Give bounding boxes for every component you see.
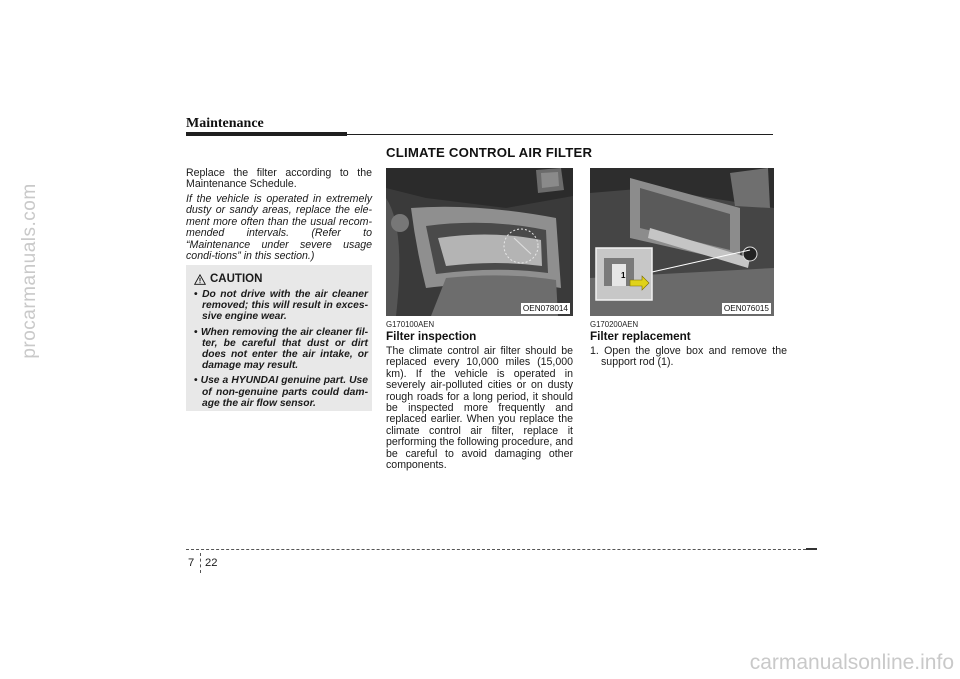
- intro-paragraph: Replace the filter according to the Maintenance Schedule.: [186, 167, 372, 191]
- chapter-number: 7: [188, 557, 195, 569]
- photo-glove-box-dashboard: [386, 168, 573, 316]
- page-number: 22: [205, 557, 218, 569]
- footer-rule: [186, 549, 806, 550]
- inspection-heading: Filter inspection: [386, 330, 477, 343]
- inspection-body: The climate control air filter should be replaced every 10,000 miles (15,000 km). If the vehicle is operated in severely air-polluted cities or on dusty rough roads for a long period, it should be inspected more frequently and replaced earlier. When you replace the climate control air filter, replace it performing the following procedure, and be careful to avoid damaging other components.: [386, 345, 573, 472]
- footer-rule-end: [806, 548, 817, 550]
- header-rule-thick: [186, 132, 347, 136]
- page-number-separator: [200, 553, 201, 573]
- photo-label: OEN076015: [723, 304, 769, 313]
- caution-list: [190, 289, 368, 413]
- inspection-code: G170100AEN: [386, 320, 435, 329]
- replacement-heading: Filter replacement: [590, 330, 691, 343]
- watermark-carmanualsonline: carmanualsonline.info: [749, 651, 954, 674]
- header-rule-thin: [347, 134, 773, 135]
- severe-usage-note: If the vehicle is operated in extremely dusty or sandy areas, replace the ele-ment more often than the usual recom-mended intervals. (Refer to “Maintenance under severe usage condi-tions” in this section.): [186, 193, 372, 263]
- caution-item: • When removing the air cleaner fil-ter, be careful that dust or dirt does not enter the air intake, or damage may result.: [190, 327, 368, 372]
- replacement-step-1: 1. Open the glove box and remove the support rod (1).: [590, 345, 787, 369]
- callout-number: 1: [621, 271, 626, 280]
- photo-label: OEN078014: [522, 304, 568, 313]
- caution-item: • Do not drive with the air cleaner removed; this will result in exces-sive engine wear.: [190, 289, 368, 323]
- section-name: Maintenance: [186, 116, 264, 131]
- caution-item: • Use a HYUNDAI genuine part. Use of non-genuine parts could dam-age the air flow sensor.: [190, 375, 368, 409]
- section-title: CLIMATE CONTROL AIR FILTER: [386, 145, 593, 160]
- caution-heading: CAUTION: [210, 273, 263, 285]
- warning-triangle-icon: [194, 272, 206, 290]
- photo-support-rod: [590, 168, 774, 316]
- watermark-procarmanuals: procarmanuals.com: [19, 183, 40, 359]
- replacement-code: G170200AEN: [590, 320, 639, 329]
